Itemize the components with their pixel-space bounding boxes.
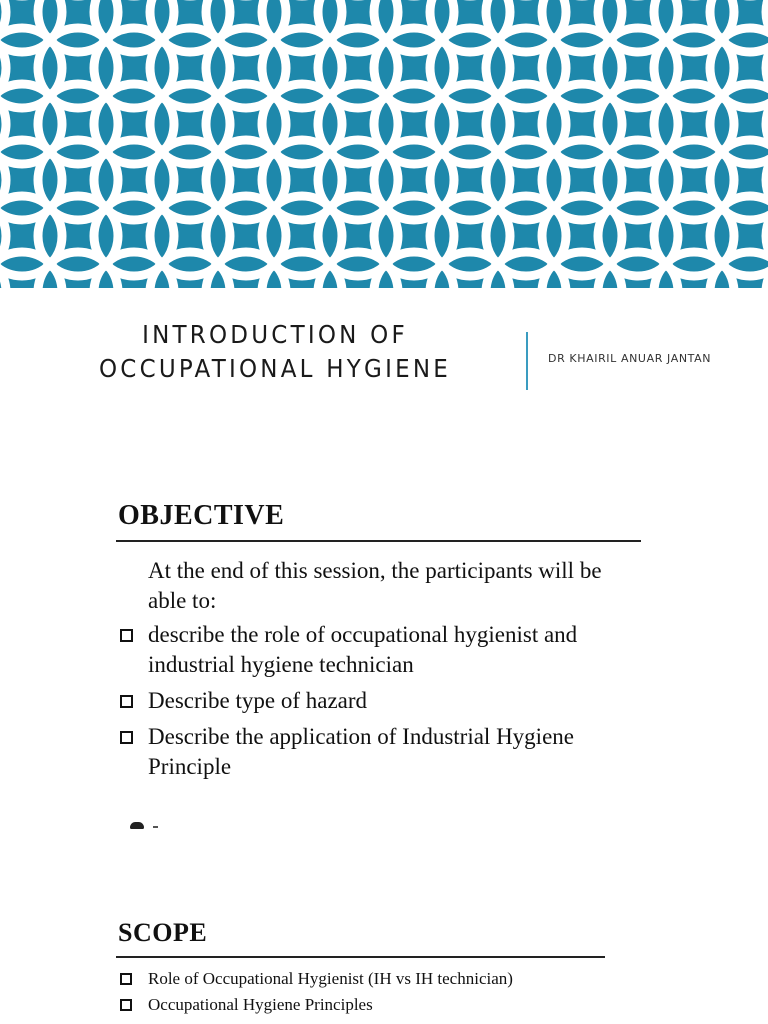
interlocking-circles-pattern-icon — [0, 0, 768, 288]
objective-item-text: Describe type of hazard — [148, 688, 368, 713]
objective-intro: At the end of this session, the participants will be able to: — [148, 558, 602, 613]
checkbox-square-icon — [120, 999, 132, 1011]
scope-list — [118, 966, 638, 1018]
list-item — [118, 966, 638, 992]
objective-list — [118, 620, 638, 788]
objective-section — [0, 488, 768, 848]
objective-item-text: describe the role of occupational hygienist and industrial hygiene technician — [148, 622, 578, 677]
checkbox-square-icon — [120, 731, 133, 744]
scope-item-text: Role of Occupational Hygienist (IH vs IH technician) — [148, 969, 513, 988]
list-item — [118, 992, 638, 1018]
title-divider — [526, 332, 528, 390]
scope-item-text: Occupational Hygiene Principles — [148, 995, 373, 1014]
scope-section — [0, 910, 768, 1024]
list-item — [118, 686, 638, 716]
author-name: DR KHAIRIL ANUAR JANTAN — [548, 352, 712, 365]
scope-heading: SCOPE — [118, 918, 208, 947]
presentation-title: INTRODUCTION OF OCCUPATIONAL HYGIENE — [98, 320, 452, 383]
objective-item-text: Describe the application of Industrial Hygiene Principle — [148, 724, 574, 779]
list-item — [118, 722, 638, 782]
decorative-banner — [0, 0, 768, 288]
title-section — [0, 288, 768, 418]
checkbox-square-icon — [120, 695, 133, 708]
objective-heading: OBJECTIVE — [118, 500, 285, 531]
objective-underline — [116, 540, 641, 542]
scan-smudge — [130, 822, 144, 829]
scan-smudge-dot — [153, 826, 158, 828]
list-item — [118, 620, 638, 680]
checkbox-square-icon — [120, 629, 133, 642]
scope-underline — [116, 956, 605, 958]
checkbox-square-icon — [120, 973, 132, 985]
